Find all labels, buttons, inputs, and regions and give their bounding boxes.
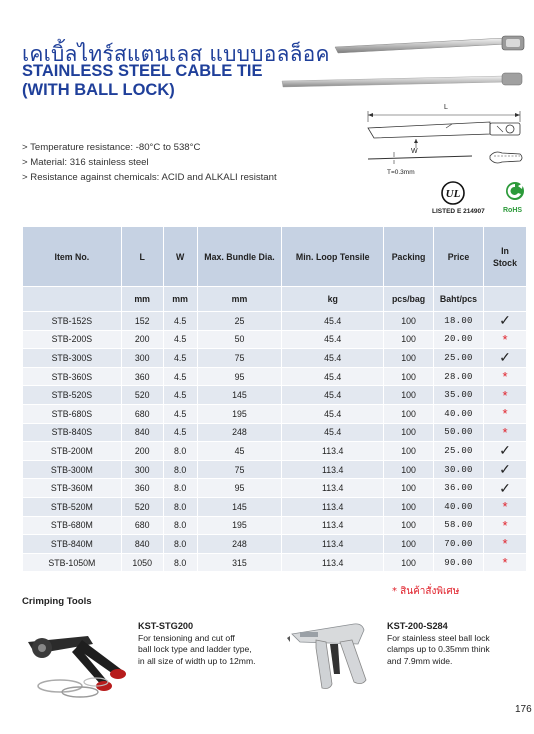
unit-cell: mm: [197, 287, 282, 312]
stock-status-cell: [483, 442, 526, 461]
tool-2-name: KST-200-S284: [387, 621, 448, 631]
header-loop-tensile: Min. Loop Tensile: [282, 227, 384, 287]
dimension-diagram: [360, 104, 530, 184]
table-body: [23, 312, 527, 572]
bundle-dia-cell: 195: [197, 516, 282, 535]
special-order-star-icon: *: [502, 387, 508, 403]
stock-status-cell: [483, 423, 526, 442]
loop-tensile-cell: 45.4: [282, 312, 384, 331]
page-title-thai: เคเบิ้ลไทร์สแตนเลส แบบบอลล็อค: [22, 42, 330, 66]
item-no-cell: STB-200S: [23, 330, 122, 349]
in-stock-check-icon: ✓: [499, 442, 511, 459]
svg-text:UL: UL: [445, 188, 461, 200]
page-number: 176: [515, 704, 532, 715]
ul-listed-logo: [440, 180, 466, 206]
packing-cell: 100: [384, 460, 434, 479]
width-cell: 4.5: [163, 423, 197, 442]
loop-tensile-cell: 45.4: [282, 404, 384, 423]
special-order-star-icon: *: [502, 424, 508, 440]
length-cell: 300: [121, 349, 163, 368]
length-cell: 520: [121, 497, 163, 516]
table-units-row: [23, 287, 527, 312]
item-no-cell: STB-520S: [23, 386, 122, 405]
desc-line: For tensioning and cut off: [138, 633, 235, 643]
bundle-dia-cell: 195: [197, 404, 282, 423]
bundle-dia-cell: 315: [197, 553, 282, 572]
stock-status-cell: [483, 349, 526, 368]
feature-item: > Material: 316 stainless steel: [22, 157, 149, 168]
bundle-dia-cell: 248: [197, 423, 282, 442]
price-cell: 36.00: [434, 479, 484, 498]
width-cell: 8.0: [163, 535, 197, 554]
desc-line: ball lock type and ladder type,: [138, 644, 252, 655]
width-cell: 4.5: [163, 386, 197, 405]
cable-tie-photo-2: [280, 70, 530, 96]
width-cell: 4.5: [163, 349, 197, 368]
price-cell: 20.00: [434, 330, 484, 349]
table-row: [23, 404, 527, 423]
length-cell: 200: [121, 442, 163, 461]
special-order-star-icon: *: [502, 406, 508, 422]
width-cell: 8.0: [163, 460, 197, 479]
item-no-cell: STB-300S: [23, 349, 122, 368]
price-cell: 30.00: [434, 460, 484, 479]
packing-cell: 100: [384, 516, 434, 535]
desc-line: clamps up to 0.35mm think: [387, 644, 490, 655]
bundle-dia-cell: 50: [197, 330, 282, 349]
price-cell: 70.00: [434, 535, 484, 554]
packing-cell: 100: [384, 330, 434, 349]
loop-tensile-cell: 113.4: [282, 535, 384, 554]
special-order-legend: * สินค้าสั่งพิเศษ: [392, 586, 460, 597]
stock-status-cell: [483, 367, 526, 386]
length-cell: 840: [121, 535, 163, 554]
feature-item: > Resistance against chemicals: ACID and ALKALI resistant: [22, 172, 277, 183]
rohs-label: RoHS: [503, 207, 523, 214]
ball-lock-tool-photo: [286, 612, 386, 692]
item-no-cell: STB-680S: [23, 404, 122, 423]
loop-tensile-cell: 113.4: [282, 479, 384, 498]
packing-cell: 100: [384, 349, 434, 368]
dimension-label-l: L: [444, 104, 448, 111]
length-cell: 200: [121, 330, 163, 349]
ul-listed-text: LISTED: [432, 208, 456, 215]
header-price: Price: [434, 227, 484, 287]
length-cell: 360: [121, 367, 163, 386]
special-order-star-icon: *: [502, 536, 508, 552]
header-item-no: Item No.: [23, 227, 122, 287]
price-cell: 40.00: [434, 404, 484, 423]
price-cell: 28.00: [434, 367, 484, 386]
bundle-dia-cell: 45: [197, 442, 282, 461]
item-no-cell: STB-680M: [23, 516, 122, 535]
dimension-label-w: W: [411, 148, 418, 155]
stock-status-cell: [483, 479, 526, 498]
desc-line: For stainless steel ball lock: [387, 633, 490, 643]
loop-tensile-cell: 45.4: [282, 349, 384, 368]
loop-tensile-cell: 45.4: [282, 367, 384, 386]
item-no-cell: STB-360M: [23, 479, 122, 498]
loop-tensile-cell: 113.4: [282, 442, 384, 461]
item-no-cell: STB-1050M: [23, 553, 122, 572]
title-line-2: (WITH BALL LOCK): [22, 81, 175, 99]
length-cell: 1050: [121, 553, 163, 572]
width-cell: 4.5: [163, 367, 197, 386]
table-row: [23, 349, 527, 368]
bundle-dia-cell: 248: [197, 535, 282, 554]
width-cell: 4.5: [163, 312, 197, 331]
loop-tensile-cell: 113.4: [282, 460, 384, 479]
length-cell: 520: [121, 386, 163, 405]
packing-cell: 100: [384, 497, 434, 516]
bundle-dia-cell: 145: [197, 386, 282, 405]
stock-status-cell: [483, 553, 526, 572]
loop-tensile-cell: 45.4: [282, 423, 384, 442]
table-row: [23, 423, 527, 442]
loop-tensile-cell: 45.4: [282, 386, 384, 405]
features-list: [22, 140, 277, 185]
table-row: [23, 442, 527, 461]
cable-tie-photo-1: [330, 30, 530, 60]
bundle-dia-cell: 75: [197, 349, 282, 368]
tool-2-description: [387, 633, 490, 667]
loop-tensile-cell: 113.4: [282, 497, 384, 516]
header-in-stock: In Stock: [483, 227, 526, 287]
special-order-star-icon: *: [502, 517, 508, 533]
length-cell: 300: [121, 460, 163, 479]
table-row: [23, 386, 527, 405]
packing-cell: 100: [384, 312, 434, 331]
stock-status-cell: [483, 312, 526, 331]
in-stock-check-icon: ✓: [499, 349, 511, 366]
unit-cell: [23, 287, 122, 312]
table-row: [23, 535, 527, 554]
in-stock-check-icon: ✓: [499, 312, 511, 329]
loop-tensile-cell: 45.4: [282, 330, 384, 349]
price-cell: 58.00: [434, 516, 484, 535]
price-cell: 25.00: [434, 349, 484, 368]
unit-cell: mm: [163, 287, 197, 312]
item-no-cell: STB-300M: [23, 460, 122, 479]
bundle-dia-cell: 95: [197, 367, 282, 386]
table-row: [23, 553, 527, 572]
packing-cell: 100: [384, 386, 434, 405]
width-cell: 8.0: [163, 479, 197, 498]
dimension-label-t: T=0.3mm: [387, 169, 415, 176]
bundle-dia-cell: 95: [197, 479, 282, 498]
width-cell: 8.0: [163, 497, 197, 516]
price-cell: 25.00: [434, 442, 484, 461]
table-row: [23, 367, 527, 386]
length-cell: 680: [121, 404, 163, 423]
table-row: [23, 497, 527, 516]
width-cell: 4.5: [163, 404, 197, 423]
product-spec-table: [22, 226, 527, 572]
header-max-bundle: Max. Bundle Dia.: [197, 227, 282, 287]
table-header-row: [23, 227, 527, 287]
header-length: L: [121, 227, 163, 287]
table-row: [23, 330, 527, 349]
table-row: [23, 516, 527, 535]
unit-cell: kg: [282, 287, 384, 312]
page-title-english: [22, 62, 263, 100]
unit-cell: mm: [121, 287, 163, 312]
header-packing: Packing: [384, 227, 434, 287]
unit-cell: Baht/pcs: [434, 287, 484, 312]
special-order-star-icon: *: [502, 555, 508, 571]
unit-cell: [483, 287, 526, 312]
special-order-star-icon: *: [502, 331, 508, 347]
in-stock-check-icon: ✓: [499, 479, 511, 496]
table-row: [23, 312, 527, 331]
width-cell: 8.0: [163, 553, 197, 572]
stock-status-cell: [483, 460, 526, 479]
stock-status-cell: [483, 535, 526, 554]
width-cell: 8.0: [163, 516, 197, 535]
packing-cell: 100: [384, 404, 434, 423]
price-cell: 40.00: [434, 497, 484, 516]
length-cell: 152: [121, 312, 163, 331]
title-line-1: STAINLESS STEEL CABLE TIE: [22, 62, 263, 80]
special-order-star-icon: *: [502, 499, 508, 515]
packing-cell: 100: [384, 535, 434, 554]
bundle-dia-cell: 145: [197, 497, 282, 516]
ul-listed-caption: [432, 208, 485, 215]
loop-tensile-cell: 113.4: [282, 516, 384, 535]
length-cell: 360: [121, 479, 163, 498]
item-no-cell: STB-152S: [23, 312, 122, 331]
loop-tensile-cell: 113.4: [282, 553, 384, 572]
packing-cell: 100: [384, 442, 434, 461]
stock-status-cell: [483, 386, 526, 405]
price-cell: 50.00: [434, 423, 484, 442]
crimping-tools-title: Crimping Tools: [22, 596, 92, 607]
item-no-cell: STB-840S: [23, 423, 122, 442]
width-cell: 4.5: [163, 330, 197, 349]
item-no-cell: STB-520M: [23, 497, 122, 516]
stock-status-cell: [483, 516, 526, 535]
tensioning-tool-photo: [20, 612, 135, 702]
length-cell: 840: [121, 423, 163, 442]
stock-status-cell: [483, 330, 526, 349]
ul-listed-number: E 214907: [456, 208, 485, 215]
stock-status-cell: [483, 497, 526, 516]
price-cell: 90.00: [434, 553, 484, 572]
stock-status-cell: [483, 404, 526, 423]
price-cell: 18.00: [434, 312, 484, 331]
table-row: [23, 460, 527, 479]
packing-cell: 100: [384, 367, 434, 386]
feature-item: > Temperature resistance: -80°C to 538°C: [22, 142, 201, 153]
header-width: W: [163, 227, 197, 287]
unit-cell: pcs/bag: [384, 287, 434, 312]
tool-1-description: [138, 633, 256, 667]
table-row: [23, 479, 527, 498]
width-cell: 8.0: [163, 442, 197, 461]
bundle-dia-cell: 25: [197, 312, 282, 331]
length-cell: 680: [121, 516, 163, 535]
in-stock-check-icon: ✓: [499, 461, 511, 478]
rohs-logo: [500, 180, 530, 208]
packing-cell: 100: [384, 423, 434, 442]
desc-line: in all size of width up to 12mm.: [138, 655, 256, 666]
desc-line: and 7.9mm wide.: [387, 655, 453, 666]
packing-cell: 100: [384, 553, 434, 572]
special-order-star-icon: *: [502, 369, 508, 385]
packing-cell: 100: [384, 479, 434, 498]
item-no-cell: STB-200M: [23, 442, 122, 461]
price-cell: 35.00: [434, 386, 484, 405]
item-no-cell: STB-840M: [23, 535, 122, 554]
bundle-dia-cell: 75: [197, 460, 282, 479]
tool-1-name: KST-STG200: [138, 621, 194, 631]
item-no-cell: STB-360S: [23, 367, 122, 386]
